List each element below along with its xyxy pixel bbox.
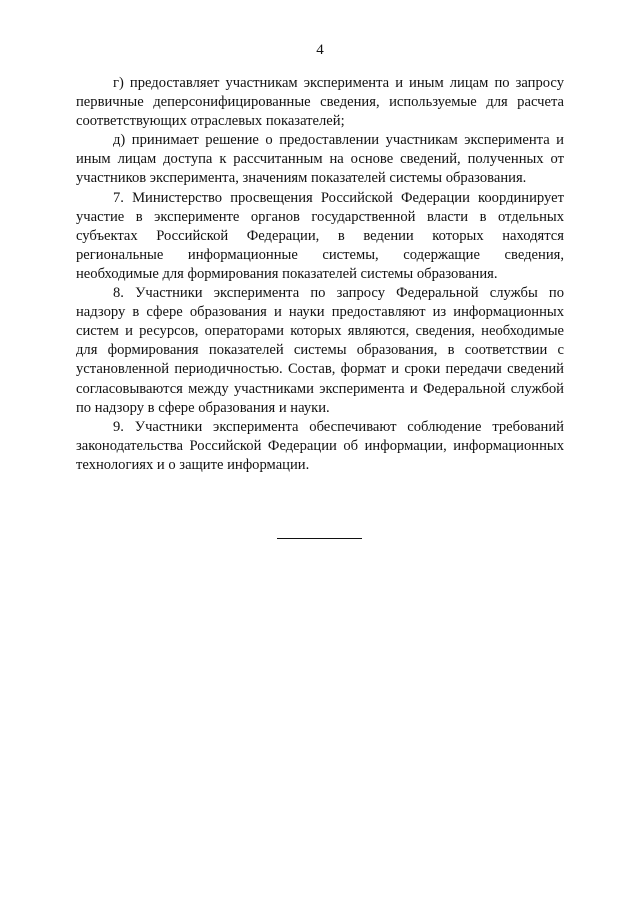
document-body	[76, 74, 564, 475]
page-number: 4	[316, 42, 324, 58]
paragraph-item-g: г) предоставляет участникам эксперимента и иным лицам по запросу первичные деперсонифицированные сведения, используемые для расчета соответствующих отраслевых показателей;	[76, 75, 564, 130]
paragraph-clause-9: 9. Участники эксперимента обеспечивают соблюдение требований законодательства Российской Федерации об информации, информационных технологиях и о защите информации.	[76, 418, 564, 473]
paragraph-clause-8: 8. Участники эксперимента по запросу Федеральной службы по надзору в сфере образования и науки предоставляют из информационных систем и ресурсов, операторами которых являются, сведения, необходимые для формирования показателей системы образования, в соответствии с установленной периодичностью. Состав, формат и сроки передачи сведений согласовываются между участниками эксперимента и Федеральной службой по надзору в сфере образования и науки.	[76, 285, 564, 416]
end-separator-line	[277, 538, 362, 539]
paragraph-clause-7: 7. Министерство просвещения Российской Федерации координирует участие в эксперименте органов государственной власти в отдельных субъектах Российской Федерации, в ведении которых находятся региональные информационные системы, содержащие сведения, необходимые для формирования показателей системы образования.	[76, 189, 564, 282]
paragraph-item-d: д) принимает решение о предоставлении участникам эксперимента и иным лицам доступа к рассчитанным на основе сведений, полученных от участников эксперимента, значениям показателей системы образования.	[76, 132, 564, 187]
